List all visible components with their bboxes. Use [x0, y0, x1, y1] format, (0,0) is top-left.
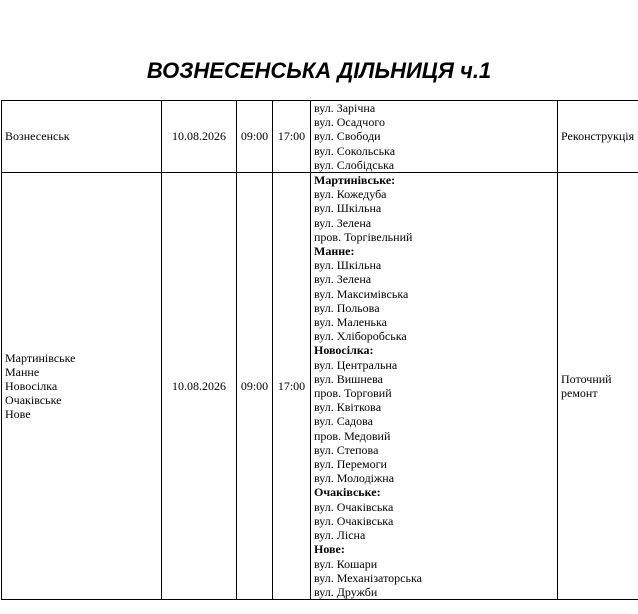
street-name: вул. Кошари	[314, 556, 378, 571]
street-name: вул. Дружби	[314, 584, 378, 599]
settlement-name: Манне	[5, 364, 40, 379]
street-name: пров. Торговий	[314, 386, 392, 401]
streets-cell	[311, 173, 558, 600]
street-name: вул. Лісна	[314, 528, 366, 543]
street-name: вул. Вишнева	[314, 371, 383, 386]
street-name: вул. Зарічна	[314, 101, 376, 115]
street-name: вул. Сокольська	[314, 143, 396, 158]
settlement-name: Мартинівське	[5, 350, 76, 365]
street-name: вул. Квіткова	[314, 400, 382, 415]
street-name: вул. Слобідська	[314, 157, 395, 172]
street-name: вул. Осадчого	[314, 115, 385, 130]
settlement-name: Вознесенськ	[5, 129, 70, 144]
street-name: вул. Молодіжна	[314, 471, 395, 486]
end-time-cell: 17:00	[273, 101, 311, 173]
street-name: вул. Маленька	[314, 315, 388, 330]
settlement-heading: Очаківське:	[314, 485, 381, 500]
settlement-heading: Мартинівське:	[314, 173, 396, 188]
street-name: вул. Максимівська	[314, 286, 409, 301]
table-row	[2, 101, 638, 173]
settlement-name: Очаківське	[5, 393, 62, 408]
street-name: вул. Очаківська	[314, 499, 394, 514]
reason-cell	[558, 173, 638, 600]
settlement-heading: Новосілка:	[314, 343, 374, 358]
end-time-cell: 17:00	[273, 173, 311, 600]
street-name: вул. Степова	[314, 442, 379, 457]
work-reason: ремонт	[561, 386, 598, 401]
date-cell: 10.08.2026	[162, 173, 237, 600]
work-reason: Поточний	[561, 371, 612, 386]
street-name: пров. Медовий	[314, 428, 391, 443]
street-name: вул. Свободи	[314, 129, 381, 144]
reason-cell	[558, 101, 638, 173]
street-name: вул. Очаківська	[314, 513, 394, 528]
work-reason: Реконструкція	[561, 129, 635, 144]
start-time-cell: 09:00	[237, 173, 273, 600]
street-name: вул. Центральна	[314, 357, 398, 372]
start-time-cell: 09:00	[237, 101, 273, 173]
street-name: вул. Механізаторська	[314, 570, 422, 585]
street-name: вул. Хліборобська	[314, 329, 407, 344]
street-name: вул. Зелена	[314, 272, 372, 287]
settlement-cell	[2, 101, 162, 173]
street-name: вул. Шкільна	[314, 201, 382, 216]
settlement-heading: Манне:	[314, 244, 355, 259]
settlement-heading: Нове:	[314, 542, 345, 557]
page-title: ВОЗНЕСЕНСЬКА ДІЛЬНИЦЯ ч.1	[146, 58, 492, 83]
table-row	[2, 173, 638, 600]
settlement-name: Новосілка	[5, 378, 58, 393]
settlement-cell	[2, 173, 162, 600]
streets-cell	[311, 101, 558, 173]
street-name: пров. Торгівельний	[314, 229, 413, 244]
settlement-name: Нове	[5, 407, 31, 422]
street-name: вул. Перемоги	[314, 457, 387, 472]
outage-schedule-table	[1, 100, 638, 600]
street-name: вул. Садова	[314, 414, 373, 429]
street-name: вул. Шкільна	[314, 258, 382, 273]
street-name: вул. Зелена	[314, 215, 372, 230]
street-name: вул. Польова	[314, 300, 380, 315]
street-name: вул. Кожедуба	[314, 187, 387, 202]
date-cell: 10.08.2026	[162, 101, 237, 173]
